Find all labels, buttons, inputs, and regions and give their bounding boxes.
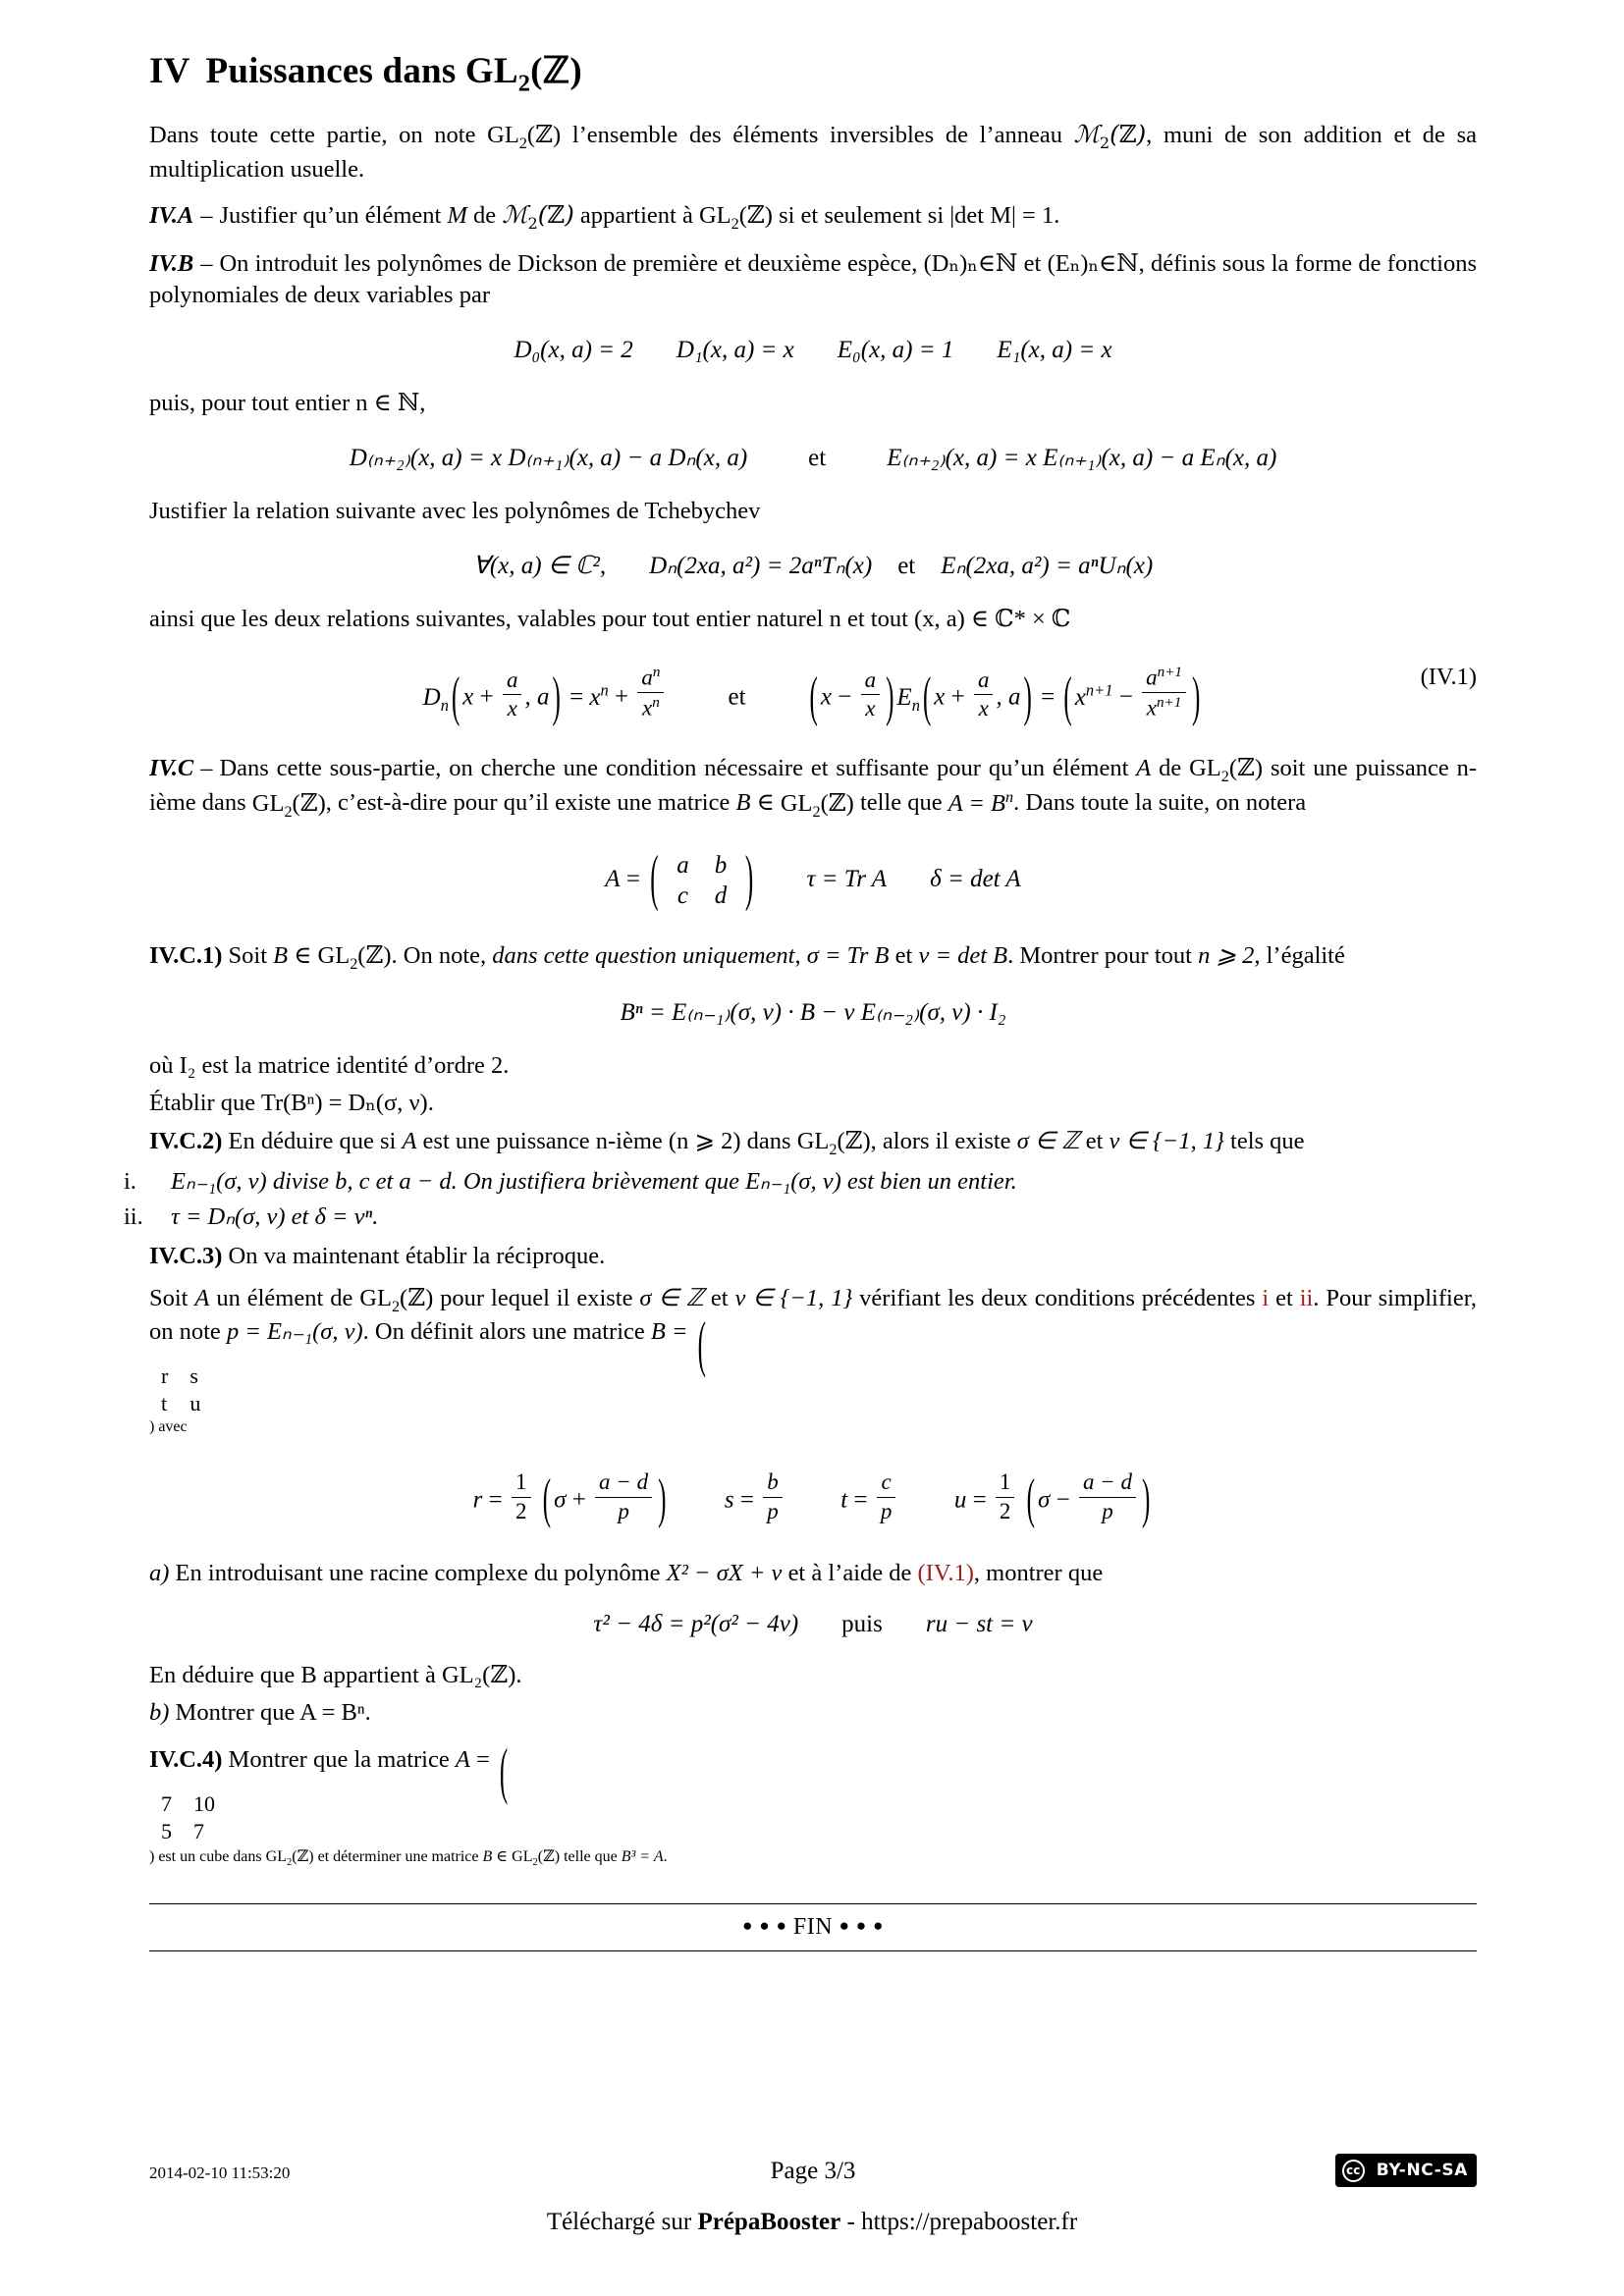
eq-iv1-Dn: $D_n$ [422,684,449,716]
iv-c-2-text-e: et [1079,1128,1110,1155]
equation-chebyshev [149,551,1477,580]
var-A: A [402,1128,417,1155]
iv-c-3-soit-paragraph [149,1282,1477,1380]
question-iv-c-3 [149,1241,1477,1272]
question-label-iv-c-1: IV.C.1) [149,941,223,969]
eq-e1: E₁(x, a) = x [997,336,1112,363]
iv-c-1-sigma-def: σ = Tr B [806,941,890,969]
equation-matrix-A-def: A = ( a b c d ) τ = Tr A δ = det A [149,850,1477,912]
list-item-a [149,1558,1477,1589]
iv-b-text-a: On introduit les polynômes de Dickson de première et deuxième espèce, [219,250,924,278]
matrix-right-paren: ) [149,1847,155,1865]
question-label-iv-c-2: IV.C.2) [149,1128,223,1155]
item-b-text: Montrer que A = Bⁿ. [175,1698,371,1726]
paren-open: ( [922,667,932,727]
question-iv-c-2 [149,1125,1477,1160]
iv-c-2-n-ieme: n-ième [595,1128,663,1155]
matrix-row [151,1391,210,1416]
gl2z-inline: $GL_2(ℤ)$ [487,120,562,153]
eq-A-equals-Bn: $A = B^n$ [947,788,1014,817]
iv-c-4-text-a: Montrer que la matrice [228,1745,456,1773]
item-marker-i: i. [124,1168,136,1195]
fraction-a-minus-d-over-p: $\frac{a - d}{p}$ [1079,1469,1136,1524]
iv-c-4-text-d: telle que [560,1847,622,1865]
question-label-iv-c-4: IV.C.4) [149,1745,223,1773]
equation-iv-1: $D_n$ ( x + $\frac{a}{x}$ , a ) = $x^n$ + $\frac{a^n}{x^n}$ et ( x − $\frac{a}{x}$ ) $E_n$ ( x + $\frac{a}{x}$ , a ) = ( $x^{n+1}$ − $\frac{a^{n+1}}{x^{n+1}}$ ) (IV.1) [149,664,1477,721]
matrix-cell-d: d [714,882,728,909]
fin-rule-bottom [149,1950,1477,1951]
question-iv-c-1: IV.C.1) Soit B ∈ $GL_2(ℤ)$. On note, dans cette question uniquement, σ = Tr B et ν = det B. Montrer pour tout n ⩾ 2, l’égalité [149,939,1345,973]
question-iv-c: IV.C – Dans cette sous-partie, on cherche une condition nécessaire et suffisante pour qu’un élément A de $GL_2(ℤ)$ soit une puissance n-ième dans $GL_2(ℤ)$, c’est-à-dire pour qu’il existe une matrice B ∈ $GL_2(ℤ)$ telle que $A = B^n$. Dans toute la suite, on notera [149,752,1478,821]
gl2z-inline: $GL_2(ℤ)$ [1189,752,1264,785]
page-footer [149,2154,1477,2193]
fin-dot: ● [839,1915,850,1935]
gl2z-inline: $GL_2(ℤ)$ [512,1845,561,1868]
creative-commons-badge[interactable] [1335,2154,1477,2187]
soit-d: et [703,1284,735,1311]
eq-tau-delta-left: τ² − 4δ = p²(σ² − 4ν) [593,1611,799,1637]
intro-part1: Dans toute cette partie, on note [149,122,488,149]
equation-tau-delta [149,1611,1477,1638]
iv-a-text-d: si et seulement si [772,202,950,230]
matrix-A [648,845,755,914]
iv-c-3-text-a: On va maintenant établir la réciproque. [228,1242,606,1269]
cc-license-label: BY-NC-SA [1372,2154,1477,2187]
sigma-symbol: σ [1038,1486,1051,1514]
matrix-row [664,850,739,881]
iv-c-2-sigma-in: σ ∈ ℤ [1016,1128,1080,1155]
eq-tau-delta-puis: puis [841,1611,883,1637]
link-ref-i[interactable]: i [1262,1284,1270,1311]
var-B-in-gl2z: B [735,789,751,817]
paren-open: ( [451,667,460,727]
eq-r-label: r [472,1486,483,1514]
iv-c-text-d: dans [195,789,252,817]
soit-a: Soit [149,1284,195,1311]
iv-c-2-text-c: (n ⩾ 2) dans [662,1128,797,1155]
intro-paragraph [149,119,1477,186]
iv-c-2-text-f: tels que [1223,1128,1305,1155]
fin-dot: ● [873,1915,884,1935]
soit-b: un élément de [209,1284,360,1311]
eq-chebyshev-et: et [897,552,916,579]
item-a-text3: , montrer que [973,1560,1104,1587]
paren-open: ( [809,667,818,727]
page-title [149,51,1477,97]
fin-block [149,1903,1477,1951]
fraction-a-over-x: $\frac{a}{x}$ [503,667,522,722]
paren-open: ( [1026,1469,1035,1530]
equation-Bn-expansion [149,997,1477,1027]
eq-s-label: s [724,1486,734,1514]
soit-h: . On définit alors une matrice [362,1318,651,1346]
iv-c-1-text-a: Soit [228,941,274,969]
link-ref-iv1[interactable]: (IV.1) [917,1560,974,1587]
iv-c-text-c: soit une puissance [1263,754,1457,781]
fin-dot: ● [742,1915,753,1935]
iv-c-2-text-a: En déduire que si [228,1128,403,1155]
fin-dot: ● [776,1915,787,1935]
paren-close: ) [886,667,894,727]
download-attribution [0,2209,1624,2236]
eq-d0: D₀(x, a) = 2 [514,336,633,363]
m2z-inline: ℳ$_2$(ℤ) [502,200,574,234]
fraction-an1-over-xn1: $\frac{a^{n+1}}{x^{n+1}}$ [1142,664,1186,721]
eq-e0: E₀(x, a) = 1 [837,336,954,363]
fraction-an-over-xn: $\frac{a^n}{x^n}$ [637,664,664,721]
iv-c-text-b: de [1151,754,1190,781]
paren-close: ) [658,1469,667,1530]
matrix-right-paren: ) [744,845,754,914]
matrix-cell-r1c1: 7 [161,1790,172,1816]
iv-a-text-b: de [466,202,503,230]
question-label-iv-c: IV.C [149,754,194,781]
var-A: A [1136,754,1152,781]
paren-close: ) [1141,1469,1151,1530]
soit-nu: ν ∈ {−1, 1} [734,1284,853,1311]
iv-c-text-e: , c’est-à-dire pour qu’il existe une matrice [325,789,736,817]
iv-c-2-nu-in: ν ∈ {−1, 1} [1109,1128,1224,1155]
paren-open: ( [1063,667,1072,727]
iv-c-2-text-d: , alors il existe [870,1128,1017,1155]
equation-recurrence [149,443,1477,472]
section-number: IV [149,51,190,91]
fin-dot: ● [759,1915,771,1935]
iv-c-1-text-c: , [794,941,807,969]
intro-part3: , muni de son addition et de sa multiplication usuelle. [149,122,1477,184]
item-text-ii: τ = Dₙ(σ, ν) et δ = νⁿ. [171,1202,379,1230]
equation-dickson-initial [149,337,1477,364]
fraction-b-over-p: $\frac{b}{p}$ [763,1469,783,1524]
matrix-row [151,1791,225,1817]
matrix-cell-r2c1: 5 [161,1818,172,1843]
matrix-row [151,1819,225,1844]
eq-chebyshev-left: Dₙ(2xa, a²) = 2aⁿTₙ(x) [649,552,873,579]
iv-b-puis-line: puis, pour tout entier n ∈ ℕ, [149,389,426,416]
download-prefix: Téléchargé sur [546,2209,698,2235]
item-a-text1: En introduisant une racine complexe du polynôme [175,1560,667,1587]
eq-delta-def: δ = det A [930,865,1021,892]
gl2z-inline: $GL_2(ℤ)$ [265,1845,314,1868]
p-definition: p = Eₙ₋₁(σ, ν) [226,1318,363,1346]
list-item-ii [124,1201,1477,1233]
gl2z-inline: $GL_2(ℤ)$ [780,787,854,821]
download-suffix: - https://prepabooster.fr [840,2209,1078,2235]
eq-chebyshev-quantifier: ∀(x, a) ∈ ℂ², [472,552,607,579]
iv-c-1-text-e: . Montrer pour tout [1007,941,1199,969]
question-label-iv-b: IV.B [149,250,194,278]
iv-a-text-c: appartient à [573,202,699,230]
section-title-text: Puissances dans GL [205,51,518,91]
fraction-one-half: $\frac{1}{2}$ [996,1469,1015,1524]
soit-sigma: σ ∈ ℤ [639,1284,704,1311]
section-title-sub: 2 [517,70,531,97]
eq-u-label: u [953,1486,967,1514]
gl2z-inline: $GL_2(ℤ)$ [796,1126,871,1158]
iv-b-text-c: , définis sous la forme de fonctions polynomiales de deux variables par [149,250,1477,308]
iv-a-text-a: Justifier qu’un élément [219,202,448,230]
item-marker-ii: ii. [124,1202,143,1230]
polynomial-expr: X² − σX + ν [666,1560,783,1587]
iv-c-1-cond: n ⩾ 2 [1198,941,1255,969]
fin-band [149,1904,1477,1950]
fin-text: FIN [792,1913,834,1940]
question-iv-a [149,199,1477,235]
paren-close: ) [1023,667,1032,727]
matrix-cell-a: a [677,851,689,879]
iv-c-1-nu-def: ν = det B [918,941,1008,969]
matrix-cell-c: c [677,882,688,909]
eq-tau-delta-right: ru − st = ν [925,1611,1033,1637]
matrix-left-paren: ( [697,1311,706,1380]
iv-c-1-after-2: Établir que Tr(Bⁿ) = Dₙ(σ, ν). [149,1090,434,1117]
fraction-a-over-x: $\frac{a}{x}$ [861,667,881,722]
eq-recurrence-left: D₍ₙ₊₂₎(x, a) = x D₍ₙ₊₁₎(x, a) − a Dₙ(x, a) [349,444,748,471]
iv-b-seq-e: (Eₙ)ₙ∈ℕ [1047,250,1139,278]
gl2z-inline: $GL_2(ℤ)$ [359,1282,434,1315]
cc-circle-icon: cc [1342,2160,1365,2182]
eq-tau-def: τ = Tr A [806,865,888,892]
fin-dot: ● [855,1915,867,1935]
matrix-right-paren: ) [149,1418,155,1436]
matrix-row [664,881,739,912]
item-marker-a: a) [149,1560,170,1587]
eq-recurrence-et: et [808,444,827,471]
eq-iv1-et: et [728,684,746,712]
soit-f: et [1269,1284,1300,1311]
fraction-a-minus-d-over-p: $\frac{a - d}{p}$ [595,1469,652,1524]
gl2z-inline: $GL_2(ℤ)$ [317,939,392,973]
eq-Bn: Bⁿ = E₍ₙ₋₁₎(σ, ν) · B − ν E₍ₙ₋₂₎(σ, ν) · I₂ [620,999,1006,1027]
matrix-row [151,1363,210,1389]
matrix-cell-r1c2: 10 [193,1790,215,1816]
iv-b-text-b: et [1017,250,1048,278]
item-marker-b: b) [149,1698,170,1726]
iv-c-text-a: Dans cette sous-partie, on cherche une condition nécessaire et suffisante pour qu’un élément [219,754,1137,781]
fraction-a-over-x: $\frac{a}{x}$ [974,667,994,722]
footer-page-number: Page 3/3 [770,2158,856,2184]
iv-c-n-ieme: n-ième [149,754,1478,817]
matrix-left-paren: ( [499,1738,509,1807]
matrix-left-paren: ( [650,845,659,914]
download-brand: PrépaBooster [697,2209,841,2235]
matrix-cell-t: t [161,1391,168,1416]
var-B: B [273,941,289,969]
gl2z-inline: $GL_2(ℤ)$ [251,787,326,821]
soit-i: avec [158,1418,188,1436]
equation-number-iv-1: (IV.1) [1420,664,1477,691]
iv-c-1-text-b: . On note, [391,941,493,969]
footer-timestamp: 2014-02-10 11:53:20 [149,2163,291,2182]
matrix-cell-u: u [189,1391,201,1416]
iv-b-ainsi-line: ainsi que les deux relations suivantes, valables pour tout entier naturel n et tout (x, a) ∈ ℂ* × ℂ [149,605,1071,632]
equation-rstu: r = $\frac{1}{2}$ ( σ + $\frac{a - d}{p}$ ) s = $\frac{b}{p}$ t = $\frac{c}{p}$ u = $\frac{1}{2}$ ( σ − $\frac{a - d}{p}$ ) [149,1469,1477,1524]
item-text-i: Eₙ₋₁(σ, ν) divise b, c et a − d. On justifiera brièvement que Eₙ₋₁(σ, ν) est bien un entier. [171,1168,1017,1195]
section-title-arg: (ℤ) [530,51,582,91]
iv-c-1-text-d: et [889,941,919,969]
iv-b-seq-d: (Dₙ)ₙ∈ℕ [923,250,1018,278]
iv-c-4-text-b: est un cube dans [158,1847,266,1865]
iv-c-1-after-1: où I₂ est la matrice identité d’ordre 2. [149,1052,510,1080]
iv-c-text-g: . Dans toute la suite, on notera [1013,789,1307,817]
soit-e: vérifiant les deux conditions précédentes [852,1284,1263,1311]
matrix-cell-b: b [714,851,728,879]
m2z-inline: ℳ$_2$(ℤ) [1073,120,1147,153]
iv-c-3-en-deduire: En déduire que B appartient à GL₂(ℤ). [149,1662,522,1688]
eq-chebyshev-right: Eₙ(2xa, a²) = aⁿUₙ(x) [941,552,1154,579]
iv-c-4-text-c: et déterminer une matrice [313,1847,483,1865]
question-dash-iv-b: – [200,250,213,278]
iv-c-2-text-b: est une puissance [416,1128,596,1155]
iv-c-4-condition: B³ = A [621,1847,664,1865]
link-ref-ii[interactable]: ii [1299,1284,1314,1311]
item-a-text2: et à l’aide de [782,1560,918,1587]
question-label-iv-a: IV.A [149,202,194,230]
fraction-c-over-p: $\frac{c}{p}$ [877,1469,896,1524]
list-item-i [124,1166,1477,1198]
paren-close: ) [552,667,561,727]
iv-c-1-text-f: , l’égalité [1254,941,1345,969]
question-dash-iv-a: – [200,202,213,230]
question-iv-c-4: IV.C.4) Montrer que la matrice A = ( [149,1744,1477,1776]
var-A: A [194,1284,210,1311]
iv-c-4-text-f: . [663,1847,668,1865]
matrix-cell-s: s [189,1363,198,1389]
b-equals: B = [650,1318,694,1346]
iv-a-condition: |det M| = 1. [949,202,1060,230]
paren-open: ( [542,1469,552,1530]
eq-recurrence-right: E₍ₙ₊₂₎(x, a) = x E₍ₙ₊₁₎(x, a) − a Eₙ(x, a) [887,444,1277,471]
cc-logo-icon [1335,2154,1372,2187]
paren-close: ) [1192,667,1201,727]
iv-b-justify-line: Justifier la relation suivante avec les polynômes de Tchebychev [149,497,761,524]
question-label-iv-c-3: IV.C.3) [149,1242,223,1269]
eq-t-label: t [840,1486,848,1514]
question-iv-b [149,248,1477,311]
matrix-cell-r: r [161,1363,169,1389]
intro-part2: l’ensemble des éléments inversibles de l’anneau [561,122,1074,149]
gl2z-inline: $GL_2(ℤ)$ [698,200,773,234]
soit-g: . Pour simplifier, on note [149,1284,1477,1346]
eq-d1: D₁(x, a) = x [676,336,794,363]
var-M: M [447,202,467,230]
soit-c: pour lequel il existe [433,1284,640,1311]
fraction-one-half: $\frac{1}{2}$ [512,1469,531,1524]
iv-c-text-f: telle que [853,789,948,817]
question-dash-iv-c: – [200,754,213,781]
list-item-b [149,1697,1477,1729]
eq-iv1-En: $E_n$ [896,684,920,716]
matrix-cell-r2c2: 7 [193,1818,204,1843]
iv-c-1-emph: dans cette question uniquement [492,941,795,969]
sigma-symbol: σ [554,1486,567,1514]
page-content: IV Puissances dans $GL_2(ℤ)$ Dans toute cette partie, on note $GL_2(ℤ)$ l’ensemble des éléments inversibles de l’anneau ℳ$_2$(ℤ), muni de son addition et de sa multiplication usuelle. IV.A – Justifier qu’un élément M de ℳ$_2$(ℤ) appartient à $GL_2(ℤ)$ si et seulement si |det M| = 1. IV.B – On introduit les polynômes de Dickson de première et deuxième espèce, (Dₙ)ₙ∈ℕ et (Eₙ)ₙ∈ℕ, définis sous la forme de fonctions polynomiales de deux variables par D₀(x, a) = 2 D₁(x, a) = x E₀(x, a) = 1 E₁(x, a) = x puis, pour tout entier n ∈ ℕ, D₍ₙ₊₂₎(x, a) = x D₍ₙ₊₁₎(x, a) − a Dₙ(x, a) et E₍ₙ₊₂₎(x, a) = x E₍ₙ₊₁₎(x, a) − a Eₙ(x, a) Justifier la relation suivante avec les polynômes de Tchebychev ∀(x, a) ∈ ℂ², Dₙ(2xa, a²) = 2aⁿTₙ(x) et Eₙ(2xa, a²) = aⁿUₙ(x) ainsi que les deux relations suivantes, valables pour tout entier naturel n et tout (x, a) ∈ ℂ* × ℂ $D_n$ ( x + $\frac{a}{x}$ , a ) = $x^n$ + $\frac{a^n}{x^n}$ et ( x − $\frac{a}{x}$ ) $E_n$ ( x + $\frac{a}{x}$ , a ) = ( $x^{n+1}$ − $\frac{a^{n+1}}{x^{n+1}}$ ) (IV.1) IV.C – Dans cette sous-partie, on cherche une condition nécessaire et suffisante pour qu’un élément A de $GL_2(ℤ)$ soit une puissance n-ième dans $GL_2(ℤ)$, c’est-à-dire pour qu’il existe une matrice B ∈ $GL_2(ℤ)$ telle que $A = B^n$. Dans toute la suite, on notera A = ( a b c d ) τ = Tr A δ = det A IV.C.1) Soit B ∈ $GL_2(ℤ)$. On note, dans cette question uniquement, σ = Tr B et ν = det B. Montrer pour tout n ⩾ 2, l’égalité Bⁿ = E₍ₙ₋₁₎(σ, ν) · B − ν E₍ₙ₋₂₎(σ, ν) · I₂ où I₂ est la matrice identité d’ordre 2. Établir que Tr(Bⁿ) = Dₙ(σ, ν). IV.C.2) En déduire que si A est une puissance n-ième (n ⩾ 2) dans $GL_2(ℤ)$, alors il existe σ ∈ ℤ et ν ∈ {−1, 1} tels que i. Eₙ₋₁(σ, ν) divise b, c et a − d. On justifiera brièvement que Eₙ₋₁(σ, ν) est bien un entier. ii. τ = Dₙ(σ, ν) et δ = νⁿ. IV.C.3) On va maintenant établir la réciproque. Soit A un élément de $GL_2(ℤ)$ pour lequel il existe σ ∈ ℤ et ν ∈ {−1, 1} vérifiant les deux conditions précédentes i et ii. Pour simplifier, on note p = Eₙ₋₁(σ, ν). On définit alors une matrice B = ( r s t u ) avec r = $\frac{1}{2}$ ( σ + $\frac{a - d}{p}$ ) s = $\frac{b}{p}$ t = $\frac{c}{p}$ u = $\frac{1}{2}$ ( σ − $\frac{a - d}{p}$ ) a) En introduisant une racine complexe du polynôme X² − σX + ν et à l’aide de (IV.1), montrer que τ² − 4δ = p²(σ² − 4ν) puis ru − st = ν En déduire que B appartient à GL₂(ℤ). b) Montrer que A = Bⁿ. IV.C.4) Montrer que la matrice A = ( 7 10 5 7 ) est un cube dans $GL_2(ℤ)$ et déterminer une matrice B ∈ $GL_2(ℤ)$ telle que B³ = A. ● ● ● FIN ● ● ● [149,51,1477,1951]
